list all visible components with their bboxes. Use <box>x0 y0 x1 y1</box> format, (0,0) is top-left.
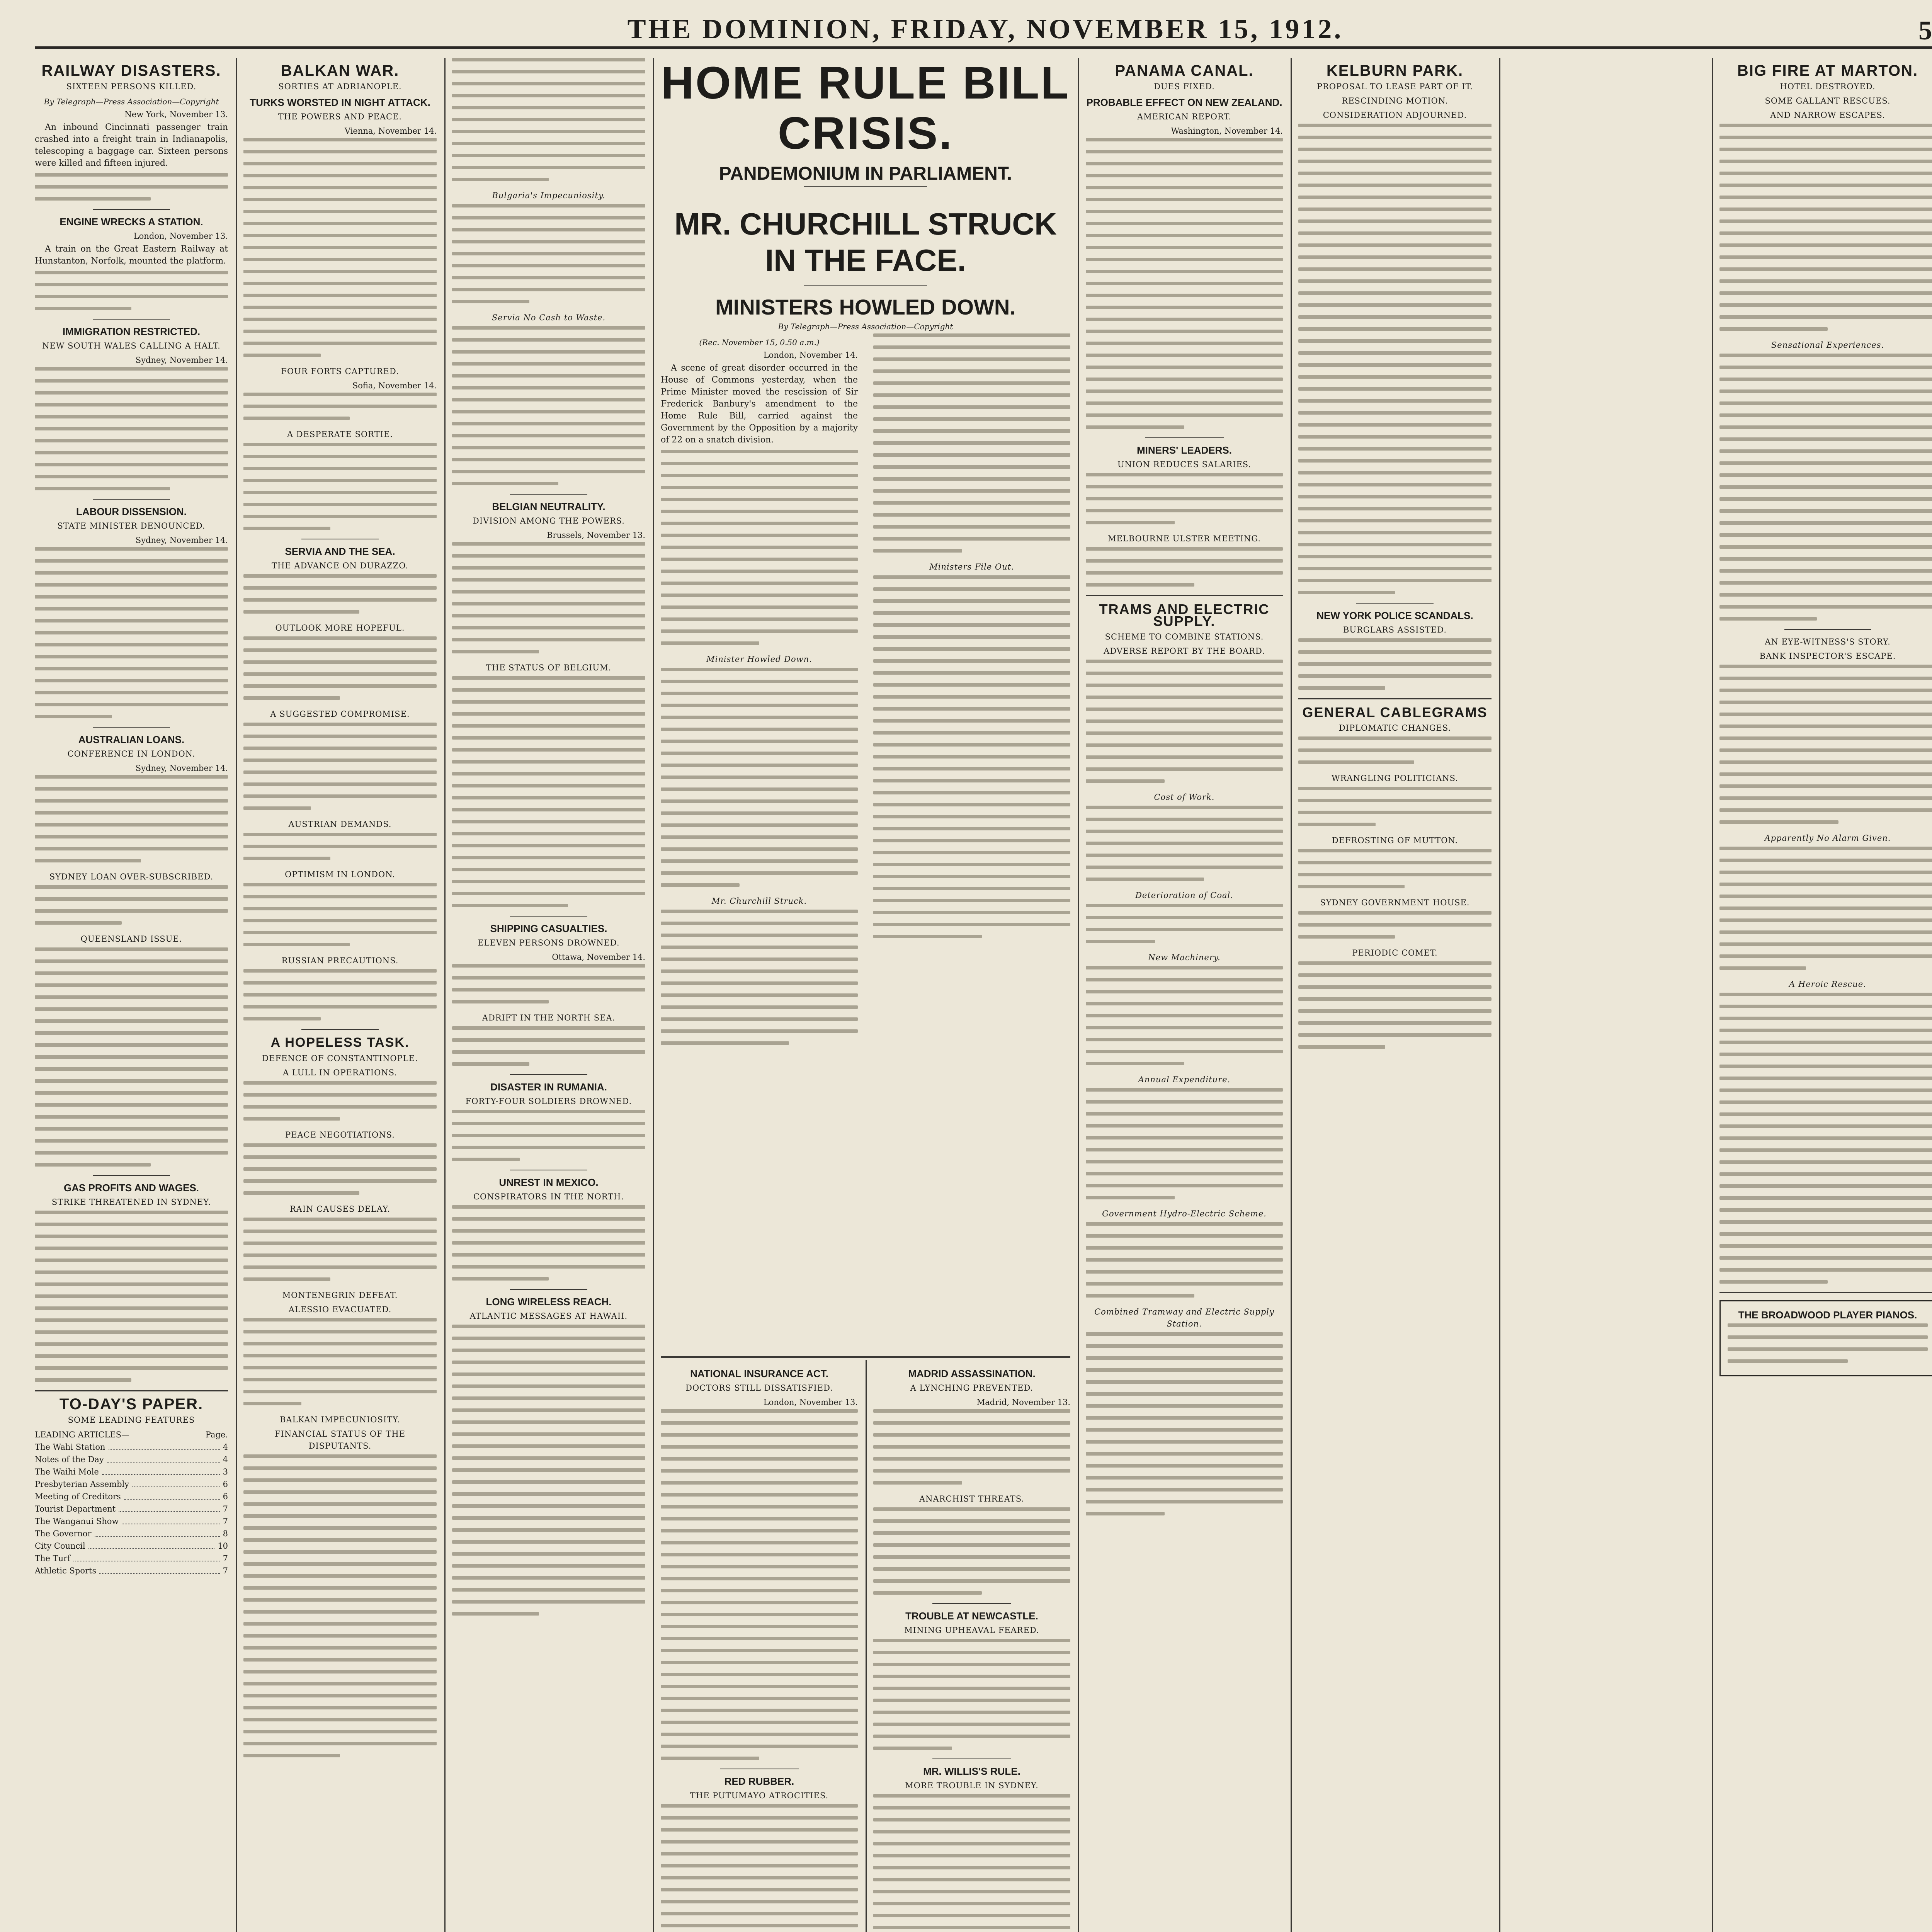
toc-row <box>35 1441 228 1453</box>
subhead: CONSIDERATION ADJOURNED. <box>1323 111 1467 120</box>
text-block <box>243 1218 437 1281</box>
text-block <box>1719 124 1932 331</box>
text-block <box>1298 124 1492 594</box>
column-1 <box>35 58 228 1932</box>
column-4-lower <box>661 1364 858 1932</box>
subhead: SOME GALLANT RESCUES. <box>1765 96 1891 105</box>
dateline-city: London, November 14. <box>763 350 858 360</box>
subhead: ADVERSE REPORT BY THE BOARD. <box>1104 646 1265 656</box>
text-block <box>35 271 228 310</box>
subhead: SORTIES AT ADRIANOPLE. <box>278 82 402 91</box>
toc-page: 7 <box>223 1554 228 1563</box>
toc-page: 8 <box>223 1529 228 1538</box>
toc-row <box>35 1540 228 1552</box>
headline-balkan: BALKAN WAR. <box>281 62 400 79</box>
toc-row <box>35 1490 228 1503</box>
text-block <box>452 542 645 653</box>
text-block <box>35 775 228 862</box>
text-block <box>452 964 645 1003</box>
headline-labour: LABOUR DISSENSION. <box>76 506 187 517</box>
text-block <box>243 138 437 357</box>
masthead <box>35 12 1932 49</box>
text-block <box>243 969 437 1020</box>
subhead: QUEENSLAND ISSUE. <box>80 934 182 944</box>
subhead: OUTLOOK MORE HOPEFUL. <box>275 623 405 633</box>
subhead: NEW SOUTH WALES CALLING A HALT. <box>42 341 221 350</box>
subhead-bold: TURKS WORSTED IN NIGHT ATTACK. <box>250 97 430 108</box>
toc-row <box>35 1503 228 1515</box>
article-body <box>661 362 858 446</box>
text-block <box>1719 665 1932 824</box>
subhead: A LYNCHING PREVENTED. <box>910 1383 1034 1393</box>
text-block <box>1298 961 1492 1049</box>
dateline-city: Sydney, November 14. <box>135 355 228 365</box>
text-block <box>243 1318 437 1405</box>
subhead: A LULL IN OPERATIONS. <box>283 1068 397 1077</box>
text-block <box>1719 993 1932 1284</box>
subhead: FOUR FORTS CAPTURED. <box>281 367 399 376</box>
columns <box>35 58 1932 1932</box>
subhead: DIPLOMATIC CHANGES. <box>1338 723 1451 733</box>
subhead: A DESPERATE SORTIE. <box>287 430 393 439</box>
text-block <box>1719 847 1932 970</box>
text-block <box>452 676 645 907</box>
text-block <box>452 58 645 181</box>
column-5-lower <box>873 1364 1070 1932</box>
subhead: Combined Tramway and Electric Supply Station. <box>1094 1307 1274 1328</box>
column-rule <box>236 58 237 1932</box>
toc-page: 6 <box>223 1492 228 1501</box>
toc-item: The Waihi Mole <box>35 1467 99 1476</box>
lead-story-rule <box>661 1356 1070 1358</box>
toc-row <box>35 1527 228 1540</box>
text-block <box>1086 904 1283 943</box>
text-block <box>1086 966 1283 1065</box>
text-block <box>452 204 645 303</box>
headline-hopeless: A HOPELESS TASK. <box>270 1035 410 1050</box>
subhead: Mr. Churchill Struck. <box>711 896 807 906</box>
text-block <box>661 910 858 1045</box>
subhead: ADRIFT IN THE NORTH SEA. <box>482 1013 616 1022</box>
subhead: MELBOURNE ULSTER MEETING. <box>1107 534 1261 543</box>
toc-item: The Governor <box>35 1529 92 1538</box>
toc-row <box>35 1552 228 1565</box>
toc-page: 4 <box>223 1455 228 1464</box>
subhead: A Heroic Rescue. <box>1789 980 1866 989</box>
headline-newcastle: TROUBLE AT NEWCASTLE. <box>905 1610 1038 1622</box>
text-block <box>1086 547 1283 587</box>
text-block <box>35 885 228 925</box>
text-block <box>1298 787 1492 826</box>
text-block <box>243 1081 437 1121</box>
headline-wireless: LONG WIRELESS REACH. <box>486 1296 612 1308</box>
subhead: A SUGGESTED COMPROMISE. <box>270 709 410 719</box>
text-block <box>243 833 437 860</box>
text-block <box>661 1409 858 1760</box>
toc-page: 3 <box>223 1467 228 1476</box>
subhead: STRIKE THREATENED IN SYDNEY. <box>51 1197 211 1207</box>
headline-home-rule: HOME RULE BILL CRISIS. <box>661 58 1070 159</box>
subhead: AND NARROW ESCAPES. <box>1770 111 1885 120</box>
subhead: BALKAN IMPECUNIOSITY. <box>279 1415 401 1424</box>
text-block <box>35 173 228 201</box>
subhead: THE POWERS AND PEACE. <box>278 112 402 121</box>
subhead: UNION REDUCES SALARIES. <box>1117 460 1252 469</box>
toc-item: Tourist Department <box>35 1504 116 1514</box>
text-block <box>1298 736 1492 764</box>
subhead: ELEVEN PERSONS DROWNED. <box>478 938 620 947</box>
subhead: Sensational Experiences. <box>1771 340 1884 350</box>
lead-story-body <box>661 333 1070 1053</box>
masthead-title: THE DOMINION, FRIDAY, NOVEMBER 15, 1912. <box>627 13 1344 44</box>
column-rule <box>866 1360 867 1932</box>
toc-item: The Wanganui Show <box>35 1517 119 1526</box>
subhead: DIVISION AMONG THE POWERS. <box>473 516 625 526</box>
dateline-city: New York, November 13. <box>124 110 228 119</box>
toc-item: Presbyterian Assembly <box>35 1480 129 1489</box>
text-block <box>661 450 858 645</box>
lead-column-left <box>661 333 858 1053</box>
text-block <box>873 1507 1070 1595</box>
dateline-city: Washington, November 14. <box>1171 126 1283 136</box>
dateline-city: Vienna, November 14. <box>344 126 437 136</box>
subhead: New Machinery. <box>1148 953 1221 962</box>
text-block <box>243 393 437 420</box>
headline-neutrality: BELGIAN NEUTRALITY. <box>492 501 605 512</box>
subhead: AUSTRIAN DEMANDS. <box>288 820 392 829</box>
subhead: FINANCIAL STATUS OF THE DISPUTANTS. <box>274 1429 406 1451</box>
text-block <box>35 947 228 1167</box>
lead-story <box>661 58 1070 1349</box>
toc-row <box>35 1453 228 1466</box>
subhead: SIXTEEN PERSONS KILLED. <box>66 82 197 91</box>
subhead: DUES FIXED. <box>1154 82 1215 91</box>
text-block <box>243 443 437 530</box>
subhead: RAIN CAUSES DELAY. <box>289 1204 391 1214</box>
headline-mexico: UNREST IN MEXICO. <box>499 1177 599 1188</box>
headline-ministers: MINISTERS HOWLED DOWN. <box>715 295 1016 319</box>
headline-trams: TRAMS AND ELECTRIC SUPPLY. <box>1099 601 1270 629</box>
toc-row <box>35 1515 228 1527</box>
headline-todays-paper: TO-DAY'S PAPER. <box>59 1396 204 1413</box>
toc-page: 10 <box>218 1541 228 1551</box>
headline-shipping: SHIPPING CASUALTIES. <box>490 923 607 934</box>
text-block <box>452 1026 645 1066</box>
text-block <box>1086 1088 1283 1199</box>
toc-header <box>35 1429 228 1441</box>
subhead: RUSSIAN PRECAUTIONS. <box>281 956 399 965</box>
toc-item: City Council <box>35 1541 85 1551</box>
subhead: DEFROSTING OF MUTTON. <box>1332 836 1458 845</box>
subhead: THE STATUS OF BELGIUM. <box>486 663 612 672</box>
text-block <box>873 1794 1070 1932</box>
dateline-city: London, November 13. <box>133 231 228 241</box>
subhead: Annual Expenditure. <box>1138 1075 1231 1084</box>
text-block <box>1086 1332 1283 1515</box>
subhead: MORE TROUBLE IN SYDNEY. <box>905 1781 1039 1790</box>
toc-page: 7 <box>223 1504 228 1514</box>
text-block <box>452 1205 645 1281</box>
subhead: STATE MINISTER DENOUNCED. <box>57 521 206 531</box>
subhead: ATLANTIC MESSAGES AT HAWAII. <box>469 1311 628 1321</box>
table-of-contents <box>35 1441 228 1577</box>
subhead: WRANGLING POLITICIANS. <box>1332 774 1458 783</box>
column-2 <box>243 58 437 1932</box>
subhead: PEACE NEGOTIATIONS. <box>285 1130 395 1139</box>
toc-item: Athletic Sports <box>35 1566 97 1575</box>
headline-madrid: MADRID ASSASSINATION. <box>908 1368 1036 1379</box>
dateline-city: Madrid, November 13. <box>976 1398 1070 1407</box>
dateline-city: London, November 13. <box>763 1398 858 1407</box>
text-block <box>243 1454 437 1757</box>
headline-gas: GAS PROFITS AND WAGES. <box>63 1182 199 1194</box>
lead-column-right <box>873 333 1070 1053</box>
toc-header-left: LEADING ARTICLES— <box>35 1430 130 1439</box>
headline-engine: ENGINE WRECKS A STATION. <box>60 216 203 228</box>
headline-pandemonium: PANDEMONIUM IN PARLIAMENT. <box>719 163 1012 184</box>
headline-churchill: MR. CHURCHILL STRUCK IN THE FACE. <box>674 207 1057 277</box>
column-rule <box>1499 58 1500 1932</box>
toc-item: The Wahi Station <box>35 1442 105 1452</box>
subhead: Government Hydro-Electric Scheme. <box>1102 1209 1267 1218</box>
text-block <box>1298 911 1492 939</box>
subhead: Bulgaria's Impecuniosity. <box>492 191 605 200</box>
paragraph: A train on the Great Eastern Railway at Hunstanton, Norfolk, mounted the platform. <box>35 244 228 266</box>
subhead: BURGLARS ASSISTED. <box>1343 625 1447 634</box>
text-block <box>452 1110 645 1161</box>
text-block <box>1086 473 1283 524</box>
dateline-city: Ottawa, November 14. <box>552 952 645 962</box>
subhead: MONTENEGRIN DEFEAT. <box>282 1291 398 1300</box>
wire-credit: By Telegraph—Press Association—Copyright <box>44 97 219 106</box>
subhead: SOME LEADING FEATURES <box>68 1415 195 1425</box>
text-block <box>1086 806 1283 881</box>
headline-scandals: NEW YORK POLICE SCANDALS. <box>1316 610 1473 621</box>
toc-item: Notes of the Day <box>35 1455 104 1464</box>
wire-credit: By Telegraph—Press Association—Copyright <box>778 322 953 331</box>
headline-servia: SERVIA AND THE SEA. <box>285 546 395 557</box>
subhead: SCHEME TO COMBINE STATIONS. <box>1105 632 1264 641</box>
subhead: ALESSIO EVACUATED. <box>288 1305 392 1314</box>
text-block <box>1728 1323 1928 1363</box>
text-block <box>35 1211 228 1382</box>
column-rule <box>653 58 654 1932</box>
column-3 <box>452 58 645 1932</box>
text-block <box>1298 638 1492 690</box>
text-block <box>873 575 1070 938</box>
text-block <box>1086 138 1283 429</box>
page-number: 5 <box>1918 16 1932 46</box>
text-block <box>243 723 437 810</box>
headline-rubber: RED RUBBER. <box>724 1776 794 1787</box>
subhead: THE PUTUMAYO ATROCITIES. <box>690 1791 829 1800</box>
text-block <box>661 1804 858 1932</box>
text-block <box>35 367 228 490</box>
headline-loans: AUSTRALIAN LOANS. <box>78 734 185 745</box>
ad-title: THE BROADWOOD PLAYER PIANOS. <box>1738 1309 1917 1321</box>
subhead: SYDNEY GOVERNMENT HOUSE. <box>1320 898 1470 907</box>
column-rule <box>1291 58 1292 1932</box>
toc-page: 6 <box>223 1480 228 1489</box>
headline-railway: RAILWAY DISASTERS. <box>41 62 221 79</box>
text-block <box>243 883 437 946</box>
paragraph: An inbound Cincinnati passenger train crashed into a freight train in Indianapolis, telescoping a baggage car. Sixteen persons were killed and fifteen injured. <box>35 122 228 168</box>
text-block <box>873 1409 1070 1485</box>
headline-willis: MR. WILLIS'S RULE. <box>923 1765 1020 1777</box>
subhead: RESCINDING MOTION. <box>1342 96 1448 105</box>
text-block <box>35 547 228 718</box>
subhead: BANK INSPECTOR'S ESCAPE. <box>1759 651 1896 661</box>
article-body <box>35 243 228 267</box>
headline-kelburn: KELBURN PARK. <box>1326 62 1464 79</box>
toc-row <box>35 1565 228 1577</box>
headline-insurance: NATIONAL INSURANCE ACT. <box>690 1368 828 1379</box>
text-block <box>243 574 437 614</box>
subhead: AN EYE-WITNESS'S STORY. <box>1765 637 1891 646</box>
subhead: PROPOSAL TO LEASE PART OF IT. <box>1316 82 1473 91</box>
article-body <box>35 121 228 169</box>
text-block <box>873 1639 1070 1750</box>
subhead: FORTY-FOUR SOLDIERS DROWNED. <box>465 1097 632 1106</box>
advertisement <box>1719 1300 1932 1376</box>
subhead: ANARCHIST THREATS. <box>919 1494 1025 1503</box>
text-block <box>873 333 1070 553</box>
text-block <box>1086 1222 1283 1298</box>
column-8 <box>1719 58 1932 1932</box>
text-block <box>1719 354 1932 621</box>
subhead: Ministers File Out. <box>929 562 1014 571</box>
subhead: AMERICAN REPORT. <box>1137 112 1231 121</box>
subhead: OPTIMISM IN LONDON. <box>285 870 395 879</box>
text-block <box>1298 849 1492 888</box>
subhead: DOCTORS STILL DISSATISFIED. <box>685 1383 833 1393</box>
dateline-city: Brussels, November 13. <box>546 531 645 540</box>
dateline-city: Sofia, November 14. <box>352 381 437 390</box>
subhead: CONSPIRATORS IN THE NORTH. <box>473 1192 624 1201</box>
text-block <box>452 1325 645 1616</box>
column-rule <box>444 58 446 1932</box>
column-7 <box>1298 58 1492 1932</box>
dateline-city: Sydney, November 14. <box>135 764 228 773</box>
subhead: Apparently No Alarm Given. <box>1764 833 1891 843</box>
headline-panama: PANAMA CANAL. <box>1115 62 1254 79</box>
toc-row <box>35 1478 228 1490</box>
subhead: Minister Howled Down. <box>706 655 812 664</box>
headline-rumania: DISASTER IN RUMANIA. <box>490 1081 607 1093</box>
text-block <box>243 1143 437 1195</box>
subhead: PERIODIC COMET. <box>1352 948 1438 957</box>
toc-page: 7 <box>223 1517 228 1526</box>
toc-page: 4 <box>223 1442 228 1452</box>
toc-item: Meeting of Creditors <box>35 1492 121 1501</box>
column-rule <box>1712 58 1713 1932</box>
headline-fire: BIG FIRE AT MARTON. <box>1737 62 1918 79</box>
subhead: Deterioration of Coal. <box>1135 891 1233 900</box>
headline-cablegrams: GENERAL CABLEGRAMS <box>1302 704 1488 720</box>
subhead: SYDNEY LOAN OVER-SUBSCRIBED. <box>49 872 214 881</box>
headline-miners: MINERS' LEADERS. <box>1137 444 1232 456</box>
toc-header-right: Page. <box>205 1430 228 1439</box>
subhead: CONFERENCE IN LONDON. <box>67 749 196 759</box>
dateline-city: Sydney, November 14. <box>135 536 228 545</box>
text-block <box>661 668 858 887</box>
column-rule <box>1078 58 1079 1932</box>
paragraph: A scene of great disorder occurred in the House of Commons yesterday, when the Prime Minister moved the rescission of Sir Frederick Banbury's amendment to the Home Rule Bill, carried against the Government by the Opposition by a majority of 22 on a snatch division. <box>661 363 858 445</box>
text-block <box>243 636 437 700</box>
subhead: MINING UPHEAVAL FEARED. <box>904 1626 1039 1635</box>
subhead-bold: PROBABLE EFFECT ON NEW ZEALAND. <box>1086 97 1282 108</box>
toc-row <box>35 1466 228 1478</box>
text-block <box>452 326 645 485</box>
headline-immigration: IMMIGRATION RESTRICTED. <box>62 326 201 337</box>
subhead: Servia No Cash to Waste. <box>492 313 606 322</box>
text-block <box>1086 660 1283 783</box>
received-dateline: (Rec. November 15, 0.50 a.m.) <box>699 338 820 347</box>
subhead: DEFENCE OF CONSTANTINOPLE. <box>262 1054 418 1063</box>
toc-page: 7 <box>223 1566 228 1575</box>
toc-item: The Turf <box>35 1554 70 1563</box>
subhead: HOTEL DESTROYED. <box>1780 82 1876 91</box>
subhead: Cost of Work. <box>1154 793 1215 802</box>
column-6 <box>1086 58 1283 1932</box>
subhead: THE ADVANCE ON DURAZZO. <box>272 561 408 570</box>
